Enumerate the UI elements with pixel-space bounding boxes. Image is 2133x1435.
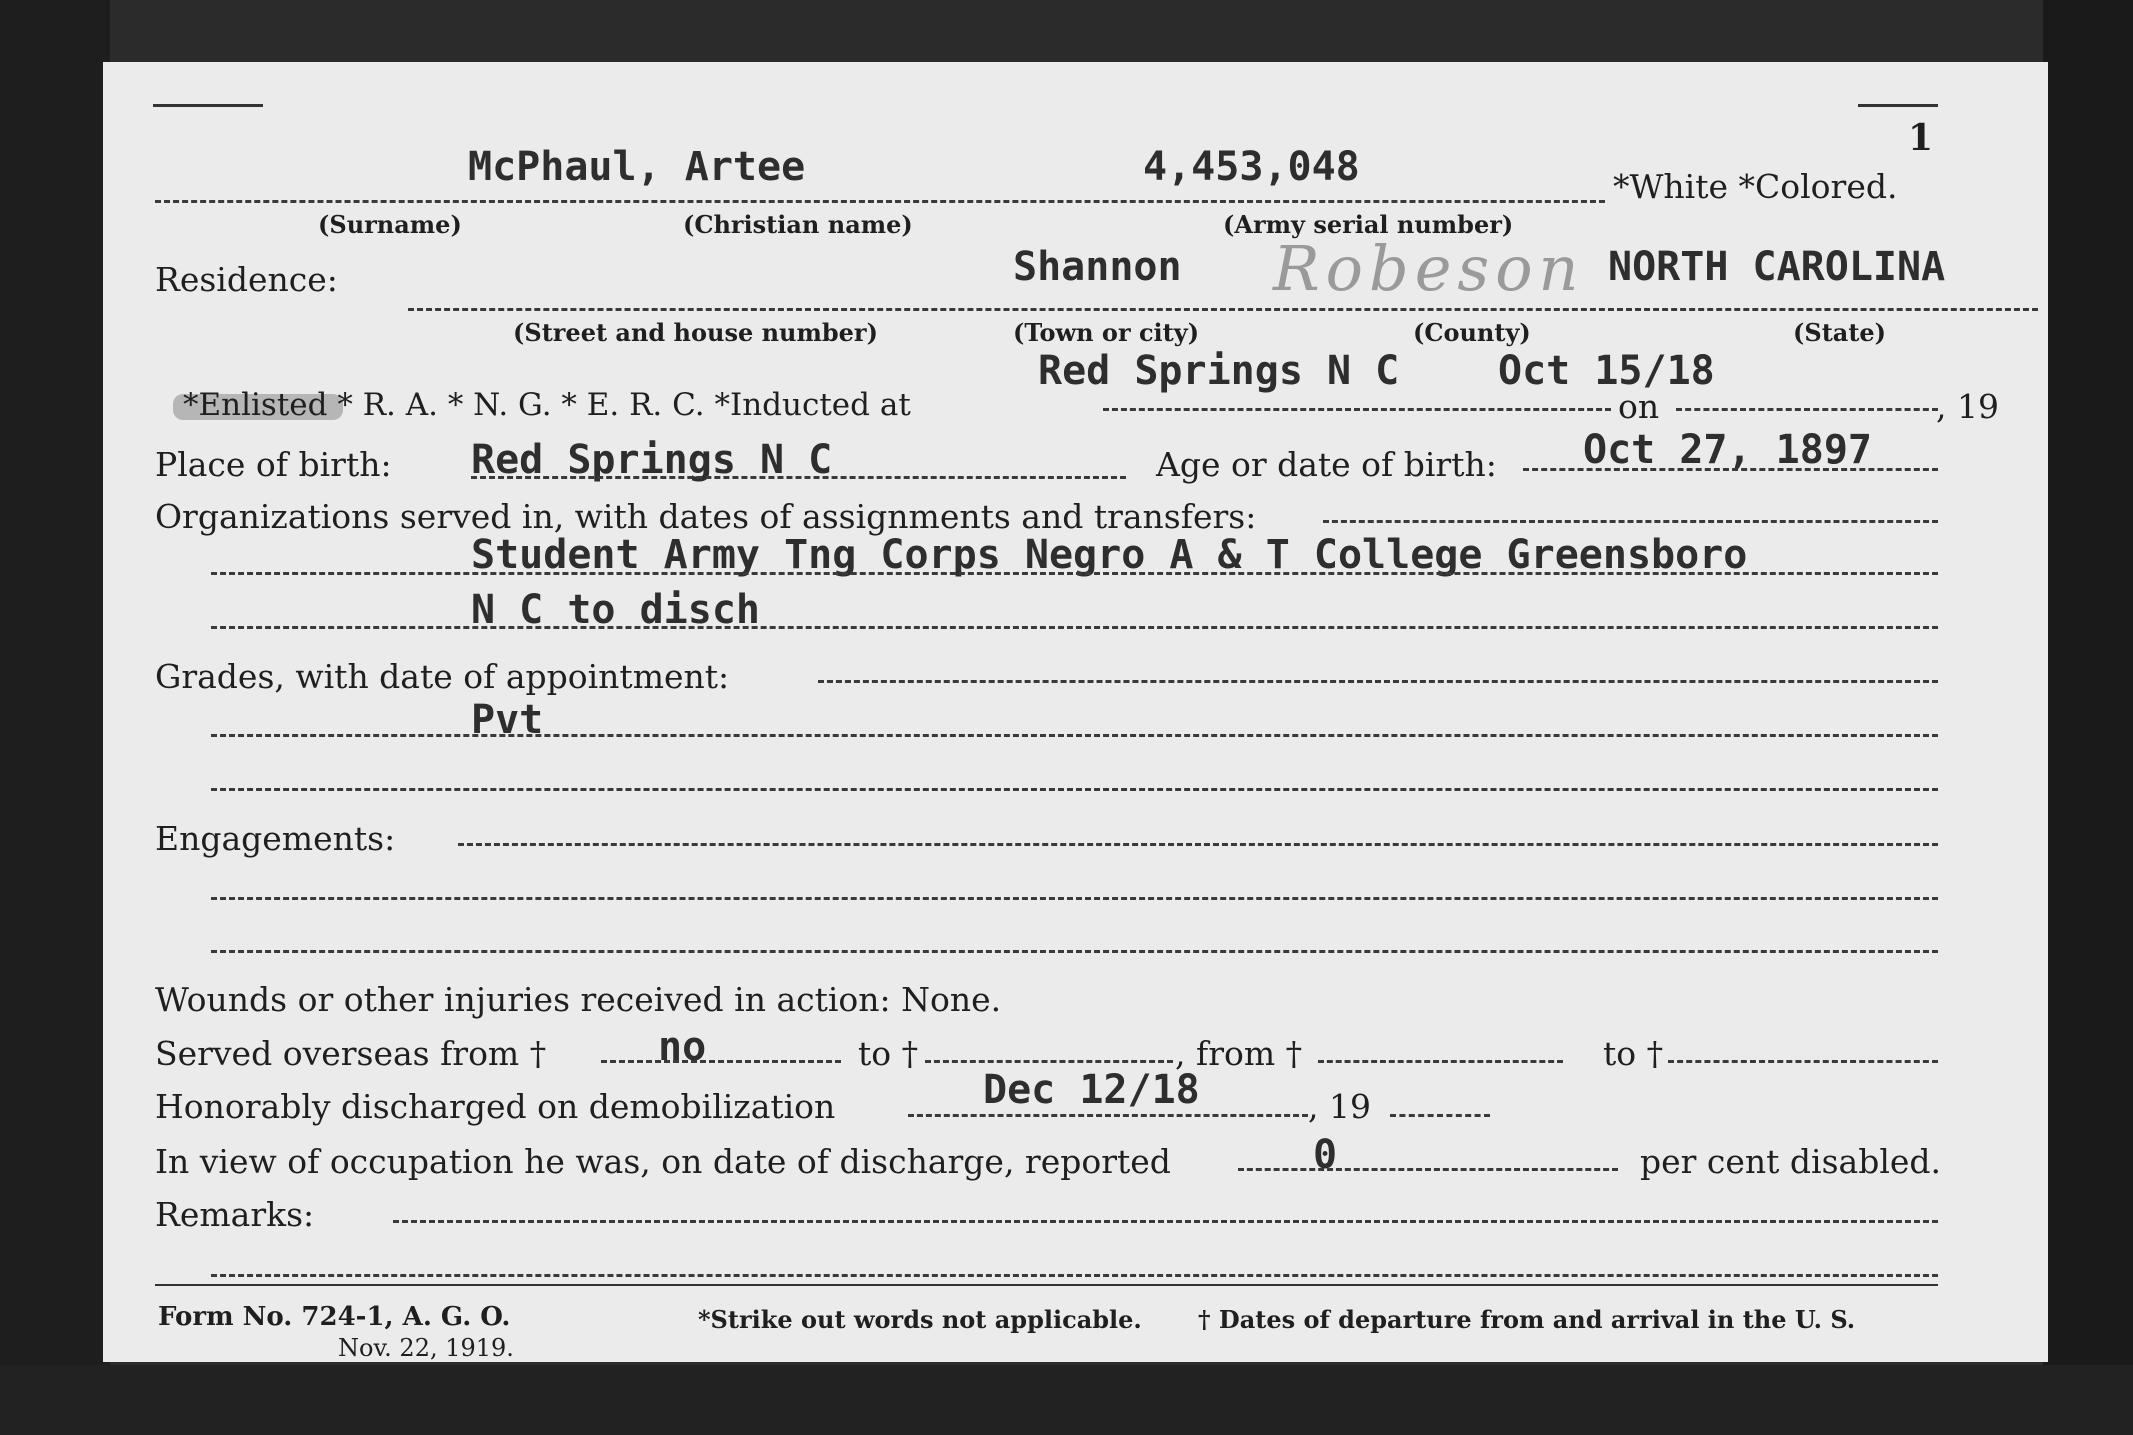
service-record-card xyxy=(103,62,2048,1362)
surname-caption: (Surname) xyxy=(318,210,462,239)
residence-town: Shannon xyxy=(1013,244,1182,290)
footer-rule xyxy=(155,1284,1938,1286)
place-of-birth-value: Red Springs N C xyxy=(471,437,833,483)
residence-label: Residence: xyxy=(155,260,338,299)
overseas-to2-line xyxy=(1668,1060,1938,1063)
on-label: on xyxy=(1618,387,1660,426)
dates-note: † Dates of departure from and arrival in the U. S. xyxy=(1198,1305,1856,1334)
occupation-label: In view of occupation he was, on date of discharge, reported xyxy=(155,1142,1171,1181)
engagements-line-1 xyxy=(458,843,1938,846)
overseas-from-value: no xyxy=(658,1024,707,1070)
county-caption: (County) xyxy=(1413,318,1531,347)
organizations-line-2 xyxy=(211,572,1938,575)
place-of-birth-label: Place of birth: xyxy=(155,445,392,484)
grade-value: Pvt xyxy=(471,697,544,743)
overseas-from-line xyxy=(601,1060,841,1063)
discharge-year-line xyxy=(1390,1114,1490,1117)
scan-border-right xyxy=(2043,0,2133,1435)
street-caption: (Street and house number) xyxy=(513,318,878,347)
residence-state: NORTH CAROLINA xyxy=(1608,244,1946,290)
christian-name-caption: (Christian name) xyxy=(683,210,913,239)
inducted-on-line xyxy=(1676,408,1938,411)
state-caption: (State) xyxy=(1793,318,1887,347)
corner-rule-left xyxy=(153,104,263,107)
inducted-at-line xyxy=(1103,408,1611,411)
overseas-from2-line xyxy=(1318,1060,1563,1063)
organization-line-1: Student Army Tng Corps Negro A & T College Greensboro xyxy=(471,532,1748,578)
served-overseas-label: Served overseas from † xyxy=(155,1034,547,1073)
residence-county-handwritten: Robeson xyxy=(1273,232,1585,305)
discharge-year-prefix: , 19 xyxy=(1308,1087,1371,1126)
serial-number-value: 4,453,048 xyxy=(1143,144,1360,190)
race-options: *White *Colored. xyxy=(1613,167,1898,206)
residence-line xyxy=(408,308,2038,311)
engagements-label: Engagements: xyxy=(155,819,396,858)
overseas-to-label: to † xyxy=(858,1034,919,1073)
form-number: Form No. 724-1, A. G. O. xyxy=(158,1302,511,1332)
strike-note: *Strike out words not applicable. xyxy=(698,1305,1142,1334)
remarks-label: Remarks: xyxy=(155,1195,315,1234)
enlisted-options-label: *Enlisted * R. A. * N. G. * E. R. C. *Inducted at xyxy=(183,387,911,423)
discharged-label: Honorably discharged on demobilization xyxy=(155,1087,836,1126)
grades-line-1 xyxy=(818,680,1938,683)
remarks-line-1 xyxy=(393,1220,1938,1223)
percent-disabled-value: 0 xyxy=(1313,1132,1338,1178)
grades-line-3 xyxy=(211,788,1938,791)
overseas-from2-label: , from † xyxy=(1175,1034,1303,1073)
organizations-label: Organizations served in, with dates of assignments and transfers: xyxy=(155,497,1257,536)
name-line xyxy=(155,200,1605,203)
year-prefix: , 19 xyxy=(1936,387,1999,426)
place-of-birth-line xyxy=(471,476,1126,479)
wounds-label: Wounds or other injuries received in action: None. xyxy=(155,980,1002,1019)
town-caption: (Town or city) xyxy=(1013,318,1200,347)
inducted-on-value: Oct 15/18 xyxy=(1498,348,1715,394)
scan-border-left xyxy=(0,0,110,1435)
discharge-date-line xyxy=(908,1114,1308,1117)
scan-border-bottom xyxy=(0,1365,2133,1435)
engagements-line-2 xyxy=(211,897,1938,900)
grades-label: Grades, with date of appointment: xyxy=(155,657,730,696)
name-value: McPhaul, Artee xyxy=(468,144,806,190)
discharge-date-value: Dec 12/18 xyxy=(983,1067,1200,1113)
serial-caption: (Army serial number) xyxy=(1223,210,1514,239)
engagements-line-3 xyxy=(211,950,1938,953)
form-date: Nov. 22, 1919. xyxy=(338,1334,514,1362)
date-of-birth-line xyxy=(1523,468,1938,471)
remarks-line-2 xyxy=(211,1274,1938,1277)
inducted-at-value: Red Springs N C xyxy=(1038,348,1400,394)
overseas-to-line xyxy=(925,1060,1173,1063)
date-of-birth-value: Oct 27, 1897 xyxy=(1583,427,1872,473)
age-dob-label: Age or date of birth: xyxy=(1156,445,1497,484)
percent-disabled-line xyxy=(1238,1168,1618,1171)
per-cent-label: per cent disabled. xyxy=(1640,1142,1942,1181)
organizations-line-3 xyxy=(211,626,1938,629)
organization-line-2: N C to disch xyxy=(471,587,760,633)
corner-rule-right xyxy=(1858,104,1938,107)
overseas-to2-label: to † xyxy=(1603,1034,1664,1073)
grades-line-2 xyxy=(211,734,1938,737)
page-number: 1 xyxy=(1908,117,1934,159)
organizations-line-1 xyxy=(1323,520,1938,523)
